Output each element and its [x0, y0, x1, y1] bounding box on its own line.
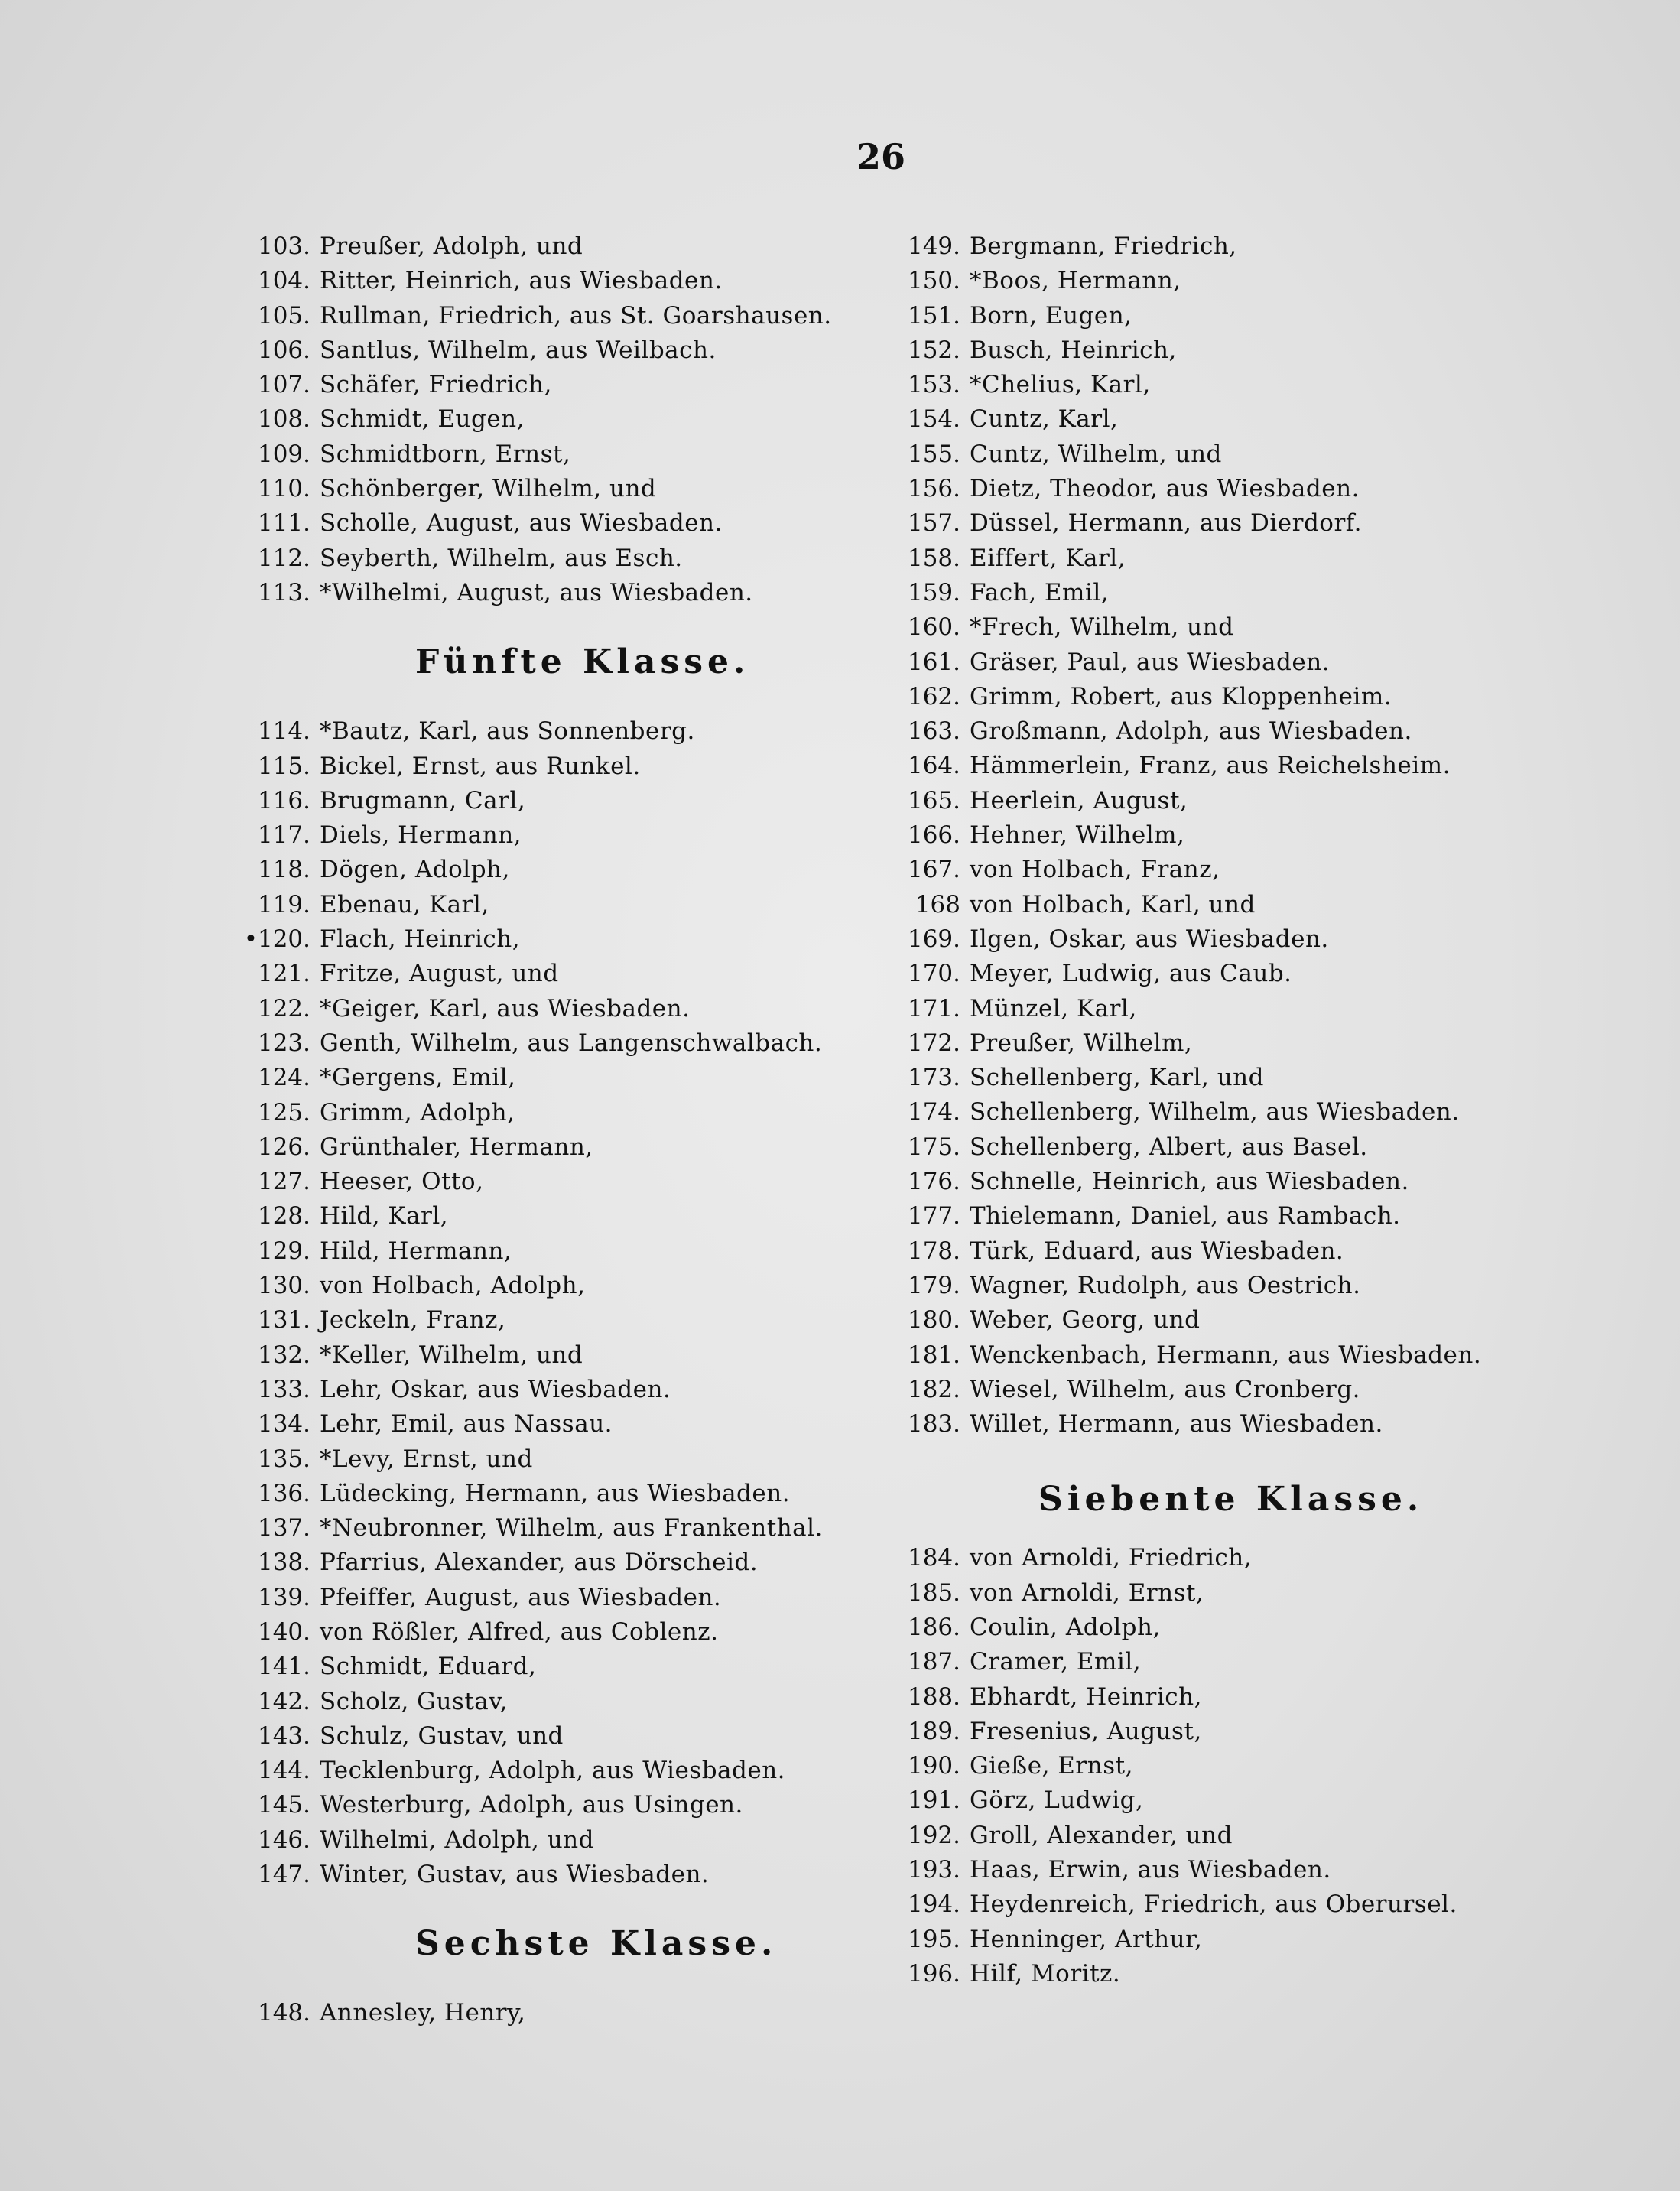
student-name: Meyer, Ludwig, aus Caub.: [970, 960, 1292, 988]
student-name: Schmidt, Eugen,: [320, 405, 525, 434]
entry-number: 114.: [257, 717, 310, 746]
student-entry: [243, 1511, 901, 1546]
entry-number: 157.: [907, 509, 960, 538]
student-entry: [893, 264, 1581, 298]
student-entry: [893, 645, 1581, 680]
student-name: von Rößler, Alfred, aus Coblenz.: [320, 1617, 719, 1646]
student-name: von Holbach, Franz,: [970, 856, 1220, 884]
entry-number: 181.: [907, 1341, 960, 1369]
student-name: *Boos, Hermann,: [970, 267, 1181, 295]
student-entry: [243, 541, 901, 576]
entry-number: 139.: [257, 1583, 310, 1611]
student-entry: [243, 992, 901, 1026]
entry-number: 123.: [257, 1029, 310, 1057]
student-name: Grünthaler, Hermann,: [320, 1133, 593, 1161]
student-name: Schmidtborn, Ernst,: [320, 440, 571, 468]
class-heading: Siebente Klasse.: [1038, 1480, 1424, 1520]
student-name: Gieße, Ernst,: [970, 1752, 1133, 1780]
student-entry: [893, 922, 1581, 957]
student-name: Heydenreich, Friedrich, aus Oberursel.: [970, 1890, 1457, 1919]
student-name: Dietz, Theodor, aus Wiesbaden.: [970, 475, 1360, 503]
entry-number: 122.: [257, 994, 310, 1022]
entry-number: 148.: [257, 1999, 310, 2027]
student-name: von Holbach, Adolph,: [320, 1272, 586, 1300]
entry-number: 135.: [257, 1445, 310, 1473]
entry-number: 118.: [257, 856, 310, 884]
entry-number: 136.: [257, 1479, 310, 1507]
student-entry: [243, 1685, 901, 1719]
student-entry: [893, 1853, 1581, 1887]
student-entry: [243, 1546, 901, 1580]
student-entry: [893, 1923, 1581, 1957]
entry-number: •120.: [243, 925, 310, 954]
student-entry: [243, 922, 901, 957]
entry-number: 121.: [257, 960, 310, 988]
student-name: Haas, Erwin, aus Wiesbaden.: [970, 1856, 1331, 1884]
entry-number: 131.: [257, 1306, 310, 1334]
student-entry: [893, 541, 1581, 576]
entry-number: 126.: [257, 1133, 310, 1161]
student-entry: [243, 299, 901, 333]
student-name: Santlus, Wilhelm, aus Weilbach.: [320, 336, 717, 364]
student-entry: [893, 1715, 1581, 1749]
entry-number: 144.: [257, 1757, 310, 1785]
student-entry: [243, 1407, 901, 1442]
student-name: *Neubronner, Wilhelm, aus Frankenthal.: [320, 1514, 823, 1542]
entry-number: 191.: [907, 1786, 960, 1815]
student-entry: [893, 1819, 1581, 1853]
right-column: [893, 229, 1581, 1991]
entry-number: 179.: [907, 1271, 960, 1299]
student-name: Annesley, Henry,: [320, 1999, 526, 2027]
entry-number: 152.: [907, 336, 960, 364]
student-entry: [893, 1061, 1581, 1095]
student-name: Lehr, Emil, aus Nassau.: [320, 1410, 613, 1438]
student-entry: [893, 888, 1581, 922]
student-name: Heerlein, August,: [970, 786, 1188, 814]
student-name: Westerburg, Adolph, aus Usingen.: [320, 1791, 743, 1819]
entry-number: 174.: [907, 1098, 960, 1126]
student-name: Ebenau, Karl,: [320, 890, 489, 918]
student-entry: [893, 957, 1581, 991]
student-name: Thielemann, Daniel, aus Rambach.: [970, 1202, 1401, 1230]
student-name: Willet, Hermann, aus Wiesbaden.: [970, 1410, 1383, 1438]
student-entry: [893, 784, 1581, 818]
entry-number: 140.: [257, 1617, 310, 1646]
student-entry: [243, 784, 901, 818]
student-name: Genth, Wilhelm, aus Langenschwalbach.: [320, 1029, 823, 1057]
student-entry: [893, 1303, 1581, 1338]
student-name: Bergmann, Friedrich,: [970, 232, 1237, 260]
student-name: Schmidt, Eduard,: [320, 1653, 537, 1681]
student-name: Wiesel, Wilhelm, aus Cronberg.: [970, 1375, 1361, 1403]
student-name: Fresenius, August,: [970, 1717, 1202, 1745]
entry-number: 194.: [907, 1890, 960, 1919]
student-entry: [243, 957, 901, 991]
student-entry: [243, 437, 901, 472]
student-name: Hämmerlein, Franz, aus Reichelsheim.: [970, 752, 1451, 780]
student-entry: [243, 1719, 901, 1754]
student-name: Grimm, Adolph,: [320, 1098, 515, 1126]
entry-number: 176.: [907, 1168, 960, 1196]
student-entry: [893, 1576, 1581, 1611]
student-entry: [893, 818, 1581, 853]
student-name: Rullman, Friedrich, aus St. Goarshausen.: [320, 301, 832, 330]
student-entry: [243, 1754, 901, 1788]
student-entry: [243, 1442, 901, 1477]
student-name: Hehner, Wilhelm,: [970, 821, 1185, 850]
student-entry: [243, 402, 901, 437]
student-name: Schellenberg, Albert, aus Basel.: [970, 1133, 1368, 1161]
entry-number: 108.: [257, 405, 310, 434]
student-entry: [893, 1749, 1581, 1783]
student-entry: [893, 1199, 1581, 1234]
student-entry: [243, 818, 901, 853]
entry-number: 109.: [257, 440, 310, 468]
entry-number: 147.: [257, 1861, 310, 1889]
student-name: Ebhardt, Heinrich,: [970, 1682, 1202, 1711]
student-entry: [893, 1338, 1581, 1373]
student-entry: [243, 264, 901, 298]
student-name: Lehr, Oskar, aus Wiesbaden.: [320, 1375, 671, 1403]
entry-number: 156.: [907, 475, 960, 503]
student-entry: [893, 992, 1581, 1026]
student-name: Born, Eugen,: [970, 301, 1132, 330]
student-entry: [893, 1026, 1581, 1061]
student-entry: [243, 368, 901, 402]
entry-number: 146.: [257, 1825, 310, 1854]
entry-number: 185.: [907, 1578, 960, 1607]
student-entry: [243, 1581, 901, 1615]
student-entry: [893, 1680, 1581, 1715]
student-name: Schellenberg, Karl, und: [970, 1064, 1264, 1092]
student-name: *Bautz, Karl, aus Sonnenberg.: [320, 717, 695, 746]
student-name: Scholz, Gustav,: [320, 1687, 508, 1715]
entry-number: 173.: [907, 1064, 960, 1092]
student-entry: [893, 576, 1581, 610]
student-name: Wagner, Rudolph, aus Oestrich.: [970, 1271, 1361, 1299]
student-entry: [893, 368, 1581, 402]
student-name: Schulz, Gustav, und: [320, 1721, 564, 1750]
student-entry: [893, 1611, 1581, 1645]
student-entry: [893, 1541, 1581, 1575]
student-entry: [893, 1165, 1581, 1199]
entry-number: 192.: [907, 1821, 960, 1849]
entry-number: 130.: [257, 1272, 310, 1300]
student-entry: [243, 229, 901, 264]
student-name: Heeser, Otto,: [320, 1168, 484, 1196]
student-name: Seyberth, Wilhelm, aus Esch.: [320, 544, 683, 572]
student-entry: [893, 1407, 1581, 1442]
entry-number: 190.: [907, 1752, 960, 1780]
entry-number: 163.: [907, 717, 960, 746]
entry-number: 128.: [257, 1202, 310, 1230]
student-name: Pfarrius, Alexander, aus Dörscheid.: [320, 1549, 759, 1577]
student-name: Tecklenburg, Adolph, aus Wiesbaden.: [320, 1757, 786, 1785]
student-name: Düssel, Hermann, aus Dierdorf.: [970, 509, 1363, 538]
student-name: Lüdecking, Hermann, aus Wiesbaden.: [320, 1479, 791, 1507]
entry-number: 186.: [907, 1613, 960, 1641]
student-name: Hild, Karl,: [320, 1202, 449, 1230]
student-entry: [893, 1887, 1581, 1922]
student-entry: [893, 1269, 1581, 1303]
student-name: Münzel, Karl,: [970, 994, 1137, 1022]
entry-number: 103.: [257, 232, 310, 260]
class-heading: Fünfte Klasse.: [415, 642, 750, 682]
student-name: Cramer, Emil,: [970, 1648, 1142, 1676]
entry-number: 150.: [907, 267, 960, 295]
student-entry: [893, 853, 1581, 887]
student-name: Henninger, Arthur,: [970, 1925, 1203, 1953]
entry-number: 178.: [907, 1237, 960, 1265]
student-entry: [243, 1650, 901, 1684]
student-name: Brugmann, Carl,: [320, 786, 526, 814]
student-entry: [243, 333, 901, 368]
entry-number: 161.: [907, 648, 960, 676]
student-name: von Arnoldi, Friedrich,: [970, 1544, 1253, 1572]
student-entry: [243, 749, 901, 784]
entry-number: 137.: [257, 1514, 310, 1542]
entry-number: 112.: [257, 544, 310, 572]
student-entry: [243, 1338, 901, 1373]
entry-number: 111.: [257, 509, 310, 538]
student-entry: [893, 1130, 1581, 1165]
entry-number: 141.: [257, 1653, 310, 1681]
student-entry: [243, 1130, 901, 1165]
student-name: Schäfer, Friedrich,: [320, 371, 552, 399]
entry-number: 169.: [907, 925, 960, 953]
entry-number: 142.: [257, 1687, 310, 1715]
student-entry: [243, 1615, 901, 1650]
student-entry: [243, 1788, 901, 1822]
student-entry: [243, 1026, 901, 1061]
student-entry: [893, 1645, 1581, 1679]
entry-number: 189.: [907, 1717, 960, 1745]
student-name: Jeckeln, Franz,: [320, 1306, 506, 1334]
student-entry: [893, 472, 1581, 506]
entry-number: 115.: [257, 752, 310, 780]
student-name: Fach, Emil,: [970, 578, 1110, 606]
student-entry: [893, 229, 1581, 264]
entry-number: 125.: [257, 1098, 310, 1126]
entry-number: 183.: [907, 1410, 960, 1438]
student-name: *Chelius, Karl,: [970, 371, 1151, 399]
entry-number: 117.: [257, 821, 310, 850]
entry-number: 158.: [907, 544, 960, 572]
student-name: Schönberger, Wilhelm, und: [320, 475, 657, 503]
entry-number: 133.: [257, 1375, 310, 1403]
entry-number: 149.: [907, 232, 960, 260]
student-name: Cuntz, Wilhelm, und: [970, 440, 1222, 468]
student-name: Ilgen, Oskar, aus Wiesbaden.: [970, 925, 1329, 953]
student-name: Grimm, Robert, aus Kloppenheim.: [970, 682, 1392, 710]
entry-number: 145.: [257, 1791, 310, 1819]
student-name: Bickel, Ernst, aus Runkel.: [320, 752, 641, 780]
entry-number: 124.: [257, 1064, 310, 1092]
student-name: Scholle, August, aus Wiesbaden.: [320, 509, 723, 538]
student-name: *Geiger, Karl, aus Wiesbaden.: [320, 994, 691, 1022]
entry-number: 182.: [907, 1375, 960, 1403]
entry-number: 162.: [907, 682, 960, 710]
student-name: *Keller, Wilhelm, und: [320, 1341, 583, 1369]
student-name: Schnelle, Heinrich, aus Wiesbaden.: [970, 1168, 1409, 1196]
entry-number: 116.: [257, 786, 310, 814]
entry-number: 187.: [907, 1648, 960, 1676]
student-entry: [893, 1783, 1581, 1818]
entry-number: 188.: [907, 1682, 960, 1711]
student-name: Cuntz, Karl,: [970, 405, 1119, 434]
student-name: Wenckenbach, Hermann, aus Wiesbaden.: [970, 1341, 1482, 1369]
entry-number: 168: [915, 890, 960, 918]
student-entry: [243, 506, 901, 541]
student-name: Schellenberg, Wilhelm, aus Wiesbaden.: [970, 1098, 1460, 1126]
student-entry: [893, 714, 1581, 749]
student-name: Gräser, Paul, aus Wiesbaden.: [970, 648, 1331, 676]
student-entry: [243, 714, 901, 749]
student-entry: [243, 472, 901, 506]
student-name: *Levy, Ernst, und: [320, 1445, 533, 1473]
student-entry: [243, 1061, 901, 1095]
student-entry: [893, 1095, 1581, 1130]
student-entry: [893, 749, 1581, 783]
entry-number: 172.: [907, 1029, 960, 1057]
student-name: *Gergens, Emil,: [320, 1064, 516, 1092]
entry-number: 164.: [907, 752, 960, 780]
student-name: Preußer, Wilhelm,: [970, 1029, 1193, 1057]
entry-number: 105.: [257, 301, 310, 330]
student-entry: [243, 853, 901, 887]
student-entry: [893, 506, 1581, 541]
student-entry: [243, 888, 901, 922]
student-entry: [893, 1373, 1581, 1407]
student-entry: [893, 1957, 1581, 1991]
student-entry: [893, 402, 1581, 437]
entry-number: 177.: [907, 1202, 960, 1230]
student-name: Hilf, Moritz.: [970, 1959, 1121, 1988]
entry-number: 195.: [907, 1925, 960, 1953]
entry-number: 113.: [257, 578, 310, 606]
entry-number: 129.: [257, 1237, 310, 1265]
student-name: Weber, Georg, und: [970, 1306, 1201, 1334]
entry-number: 119.: [257, 890, 310, 918]
entry-number: 110.: [257, 475, 310, 503]
student-name: *Wilhelmi, August, aus Wiesbaden.: [320, 578, 753, 606]
entry-number: 104.: [257, 267, 310, 295]
entry-number: 171.: [907, 994, 960, 1022]
entry-number: 143.: [257, 1721, 310, 1750]
student-name: Preußer, Adolph, und: [320, 232, 583, 260]
entry-number: 184.: [907, 1544, 960, 1572]
student-entry: [893, 680, 1581, 714]
student-entry: [243, 1165, 901, 1199]
entry-number: 175.: [907, 1133, 960, 1161]
student-entry: [893, 610, 1581, 645]
student-name: Coulin, Adolph,: [970, 1613, 1161, 1641]
student-entry: [243, 1096, 901, 1130]
student-name: Wilhelmi, Adolph, und: [320, 1825, 594, 1854]
student-name: Diels, Hermann,: [320, 821, 522, 850]
student-name: Dögen, Adolph,: [320, 856, 510, 884]
student-entry: [243, 576, 901, 610]
entry-number: 154.: [907, 405, 960, 434]
entry-number: 127.: [257, 1168, 310, 1196]
entry-number: 180.: [907, 1306, 960, 1334]
student-entry: [243, 1303, 901, 1338]
entry-number: 107.: [257, 371, 310, 399]
student-entry: [893, 299, 1581, 333]
student-name: von Arnoldi, Ernst,: [970, 1578, 1204, 1607]
student-name: Flach, Heinrich,: [320, 925, 521, 954]
student-entry: [893, 1234, 1581, 1269]
student-entry: [243, 1823, 901, 1858]
student-name: Ritter, Heinrich, aus Wiesbaden.: [320, 267, 723, 295]
student-entry: [243, 1199, 901, 1234]
entry-number: 132.: [257, 1341, 310, 1369]
student-name: Fritze, August, und: [320, 960, 559, 988]
page-number: 26: [856, 136, 906, 177]
student-entry: [243, 1477, 901, 1511]
student-name: Türk, Eduard, aus Wiesbaden.: [970, 1237, 1344, 1265]
entry-number: 159.: [907, 578, 960, 606]
entry-number: 165.: [907, 786, 960, 814]
student-entry: [893, 437, 1581, 472]
student-name: Eiffert, Karl,: [970, 544, 1126, 572]
left-column: [243, 229, 901, 2031]
entry-number: 153.: [907, 371, 960, 399]
entry-number: 151.: [907, 301, 960, 330]
student-name: Winter, Gustav, aus Wiesbaden.: [320, 1861, 710, 1889]
class-heading: Sechste Klasse.: [415, 1924, 778, 1964]
student-name: Pfeiffer, August, aus Wiesbaden.: [320, 1583, 722, 1611]
student-name: von Holbach, Karl, und: [970, 890, 1256, 918]
student-entry: [243, 1269, 901, 1303]
student-name: Busch, Heinrich,: [970, 336, 1177, 364]
student-entry: [243, 1373, 901, 1407]
entry-number: 170.: [907, 960, 960, 988]
entry-number: 166.: [907, 821, 960, 850]
student-entry: [243, 1996, 901, 2030]
student-entry: [243, 1858, 901, 1892]
student-name: Großmann, Adolph, aus Wiesbaden.: [970, 717, 1412, 746]
student-name: Groll, Alexander, und: [970, 1821, 1233, 1849]
entry-number: 134.: [257, 1410, 310, 1438]
student-name: Hild, Hermann,: [320, 1237, 512, 1265]
entry-number: 167.: [907, 856, 960, 884]
student-name: Görz, Ludwig,: [970, 1786, 1144, 1815]
entry-number: 106.: [257, 336, 310, 364]
student-entry: [893, 333, 1581, 368]
student-entry: [243, 1234, 901, 1269]
student-name: *Frech, Wilhelm, und: [970, 613, 1234, 642]
entry-number: 155.: [907, 440, 960, 468]
entry-number: 160.: [907, 613, 960, 642]
entry-number: 193.: [907, 1856, 960, 1884]
entry-number: 196.: [907, 1959, 960, 1988]
entry-number: 138.: [257, 1549, 310, 1577]
